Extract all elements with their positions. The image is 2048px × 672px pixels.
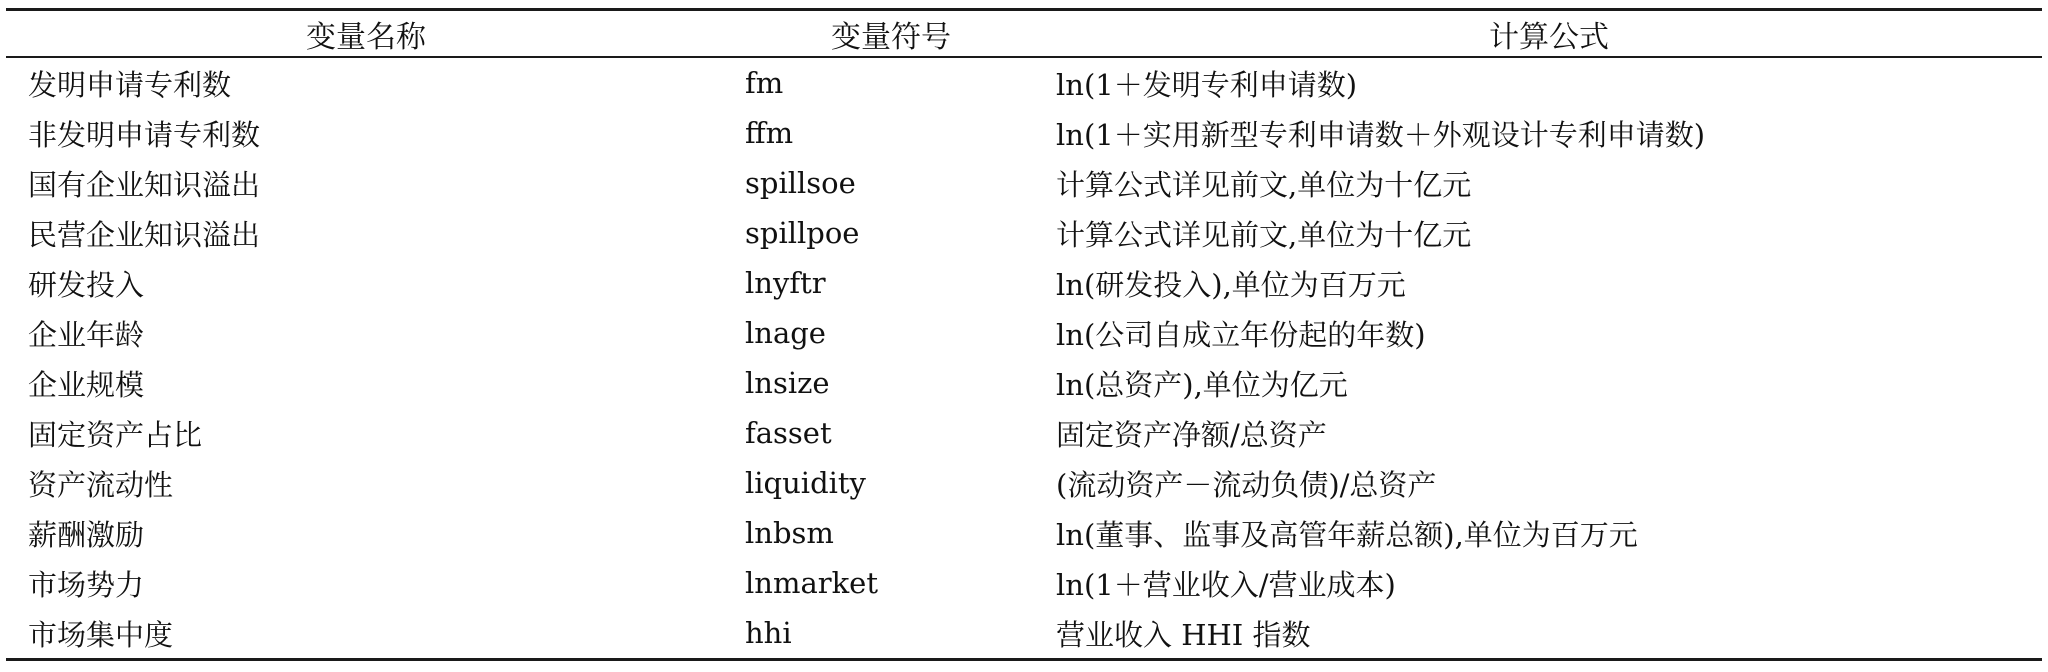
variable-symbol-cell: lnyftr [745, 266, 826, 300]
table-row [6, 57, 2042, 108]
formula-cell: ln(董事、监事及高管年薪总额),单位为百万元 [1056, 517, 1638, 552]
table-row [6, 508, 2042, 558]
header-variable-symbol: 变量符号 [831, 19, 951, 55]
table-row [6, 408, 2042, 458]
variable-symbol-cell: lnage [745, 316, 826, 350]
variable-name-cell: 民营企业知识溢出 [28, 217, 261, 252]
variable-name-cell: 资产流动性 [28, 467, 174, 502]
variable-name-cell: 薪酬激励 [28, 517, 145, 552]
table-row [6, 108, 2042, 158]
variable-symbol-cell: hhi [745, 616, 792, 650]
variable-name-cell: 企业年龄 [28, 317, 145, 352]
variable-name-cell: 市场集中度 [28, 617, 174, 652]
formula-cell: ln(研发投入),单位为百万元 [1056, 267, 1406, 302]
table-row [6, 258, 2042, 308]
formula-cell: 计算公式详见前文,单位为十亿元 [1056, 167, 1472, 202]
table-row [6, 158, 2042, 208]
table-row [6, 308, 2042, 358]
variable-definition-table-container [6, 8, 2042, 661]
formula-cell: ln(1＋实用新型专利申请数＋外观设计专利申请数) [1056, 117, 1706, 152]
header-formula: 计算公式 [1489, 19, 1609, 55]
variable-name-cell: 研发投入 [28, 267, 145, 302]
table-row [6, 208, 2042, 258]
variable-symbol-cell: spillpoe [745, 216, 860, 250]
variable-name-cell: 固定资产占比 [28, 417, 203, 452]
table-row [6, 608, 2042, 660]
formula-cell: ln(1＋营业收入/营业成本) [1056, 567, 1396, 602]
formula-cell: ln(总资产),单位为亿元 [1056, 367, 1348, 402]
formula-cell: ln(1＋发明专利申请数) [1056, 67, 1358, 102]
variable-symbol-cell: lnsize [745, 366, 830, 400]
variable-name-cell: 非发明申请专利数 [28, 117, 261, 152]
formula-cell: ln(公司自成立年份起的年数) [1056, 317, 1426, 352]
variable-symbol-cell: lnmarket [745, 566, 878, 600]
table-row [6, 458, 2042, 508]
table-header-row [6, 10, 2042, 58]
variable-symbol-cell: ffm [745, 116, 794, 150]
header-variable-name: 变量名称 [306, 19, 426, 55]
variable-symbol-cell: liquidity [745, 466, 866, 500]
variable-symbol-cell: fm [745, 66, 784, 100]
variable-definition-table [6, 8, 2042, 661]
variable-symbol-cell: spillsoe [745, 166, 856, 200]
formula-cell: 计算公式详见前文,单位为十亿元 [1056, 217, 1472, 252]
variable-name-cell: 发明申请专利数 [28, 67, 232, 102]
table-row [6, 358, 2042, 408]
variable-symbol-cell: fasset [745, 416, 832, 450]
variable-symbol-cell: lnbsm [745, 516, 834, 550]
variable-name-cell: 市场势力 [28, 567, 145, 602]
formula-cell: 固定资产净额/总资产 [1056, 417, 1327, 452]
formula-cell: 营业收入 HHI 指数 [1056, 617, 1311, 652]
table-row [6, 558, 2042, 608]
formula-cell: (流动资产－流动负债)/总资产 [1056, 467, 1437, 502]
variable-name-cell: 企业规模 [28, 367, 145, 402]
variable-name-cell: 国有企业知识溢出 [28, 167, 261, 202]
